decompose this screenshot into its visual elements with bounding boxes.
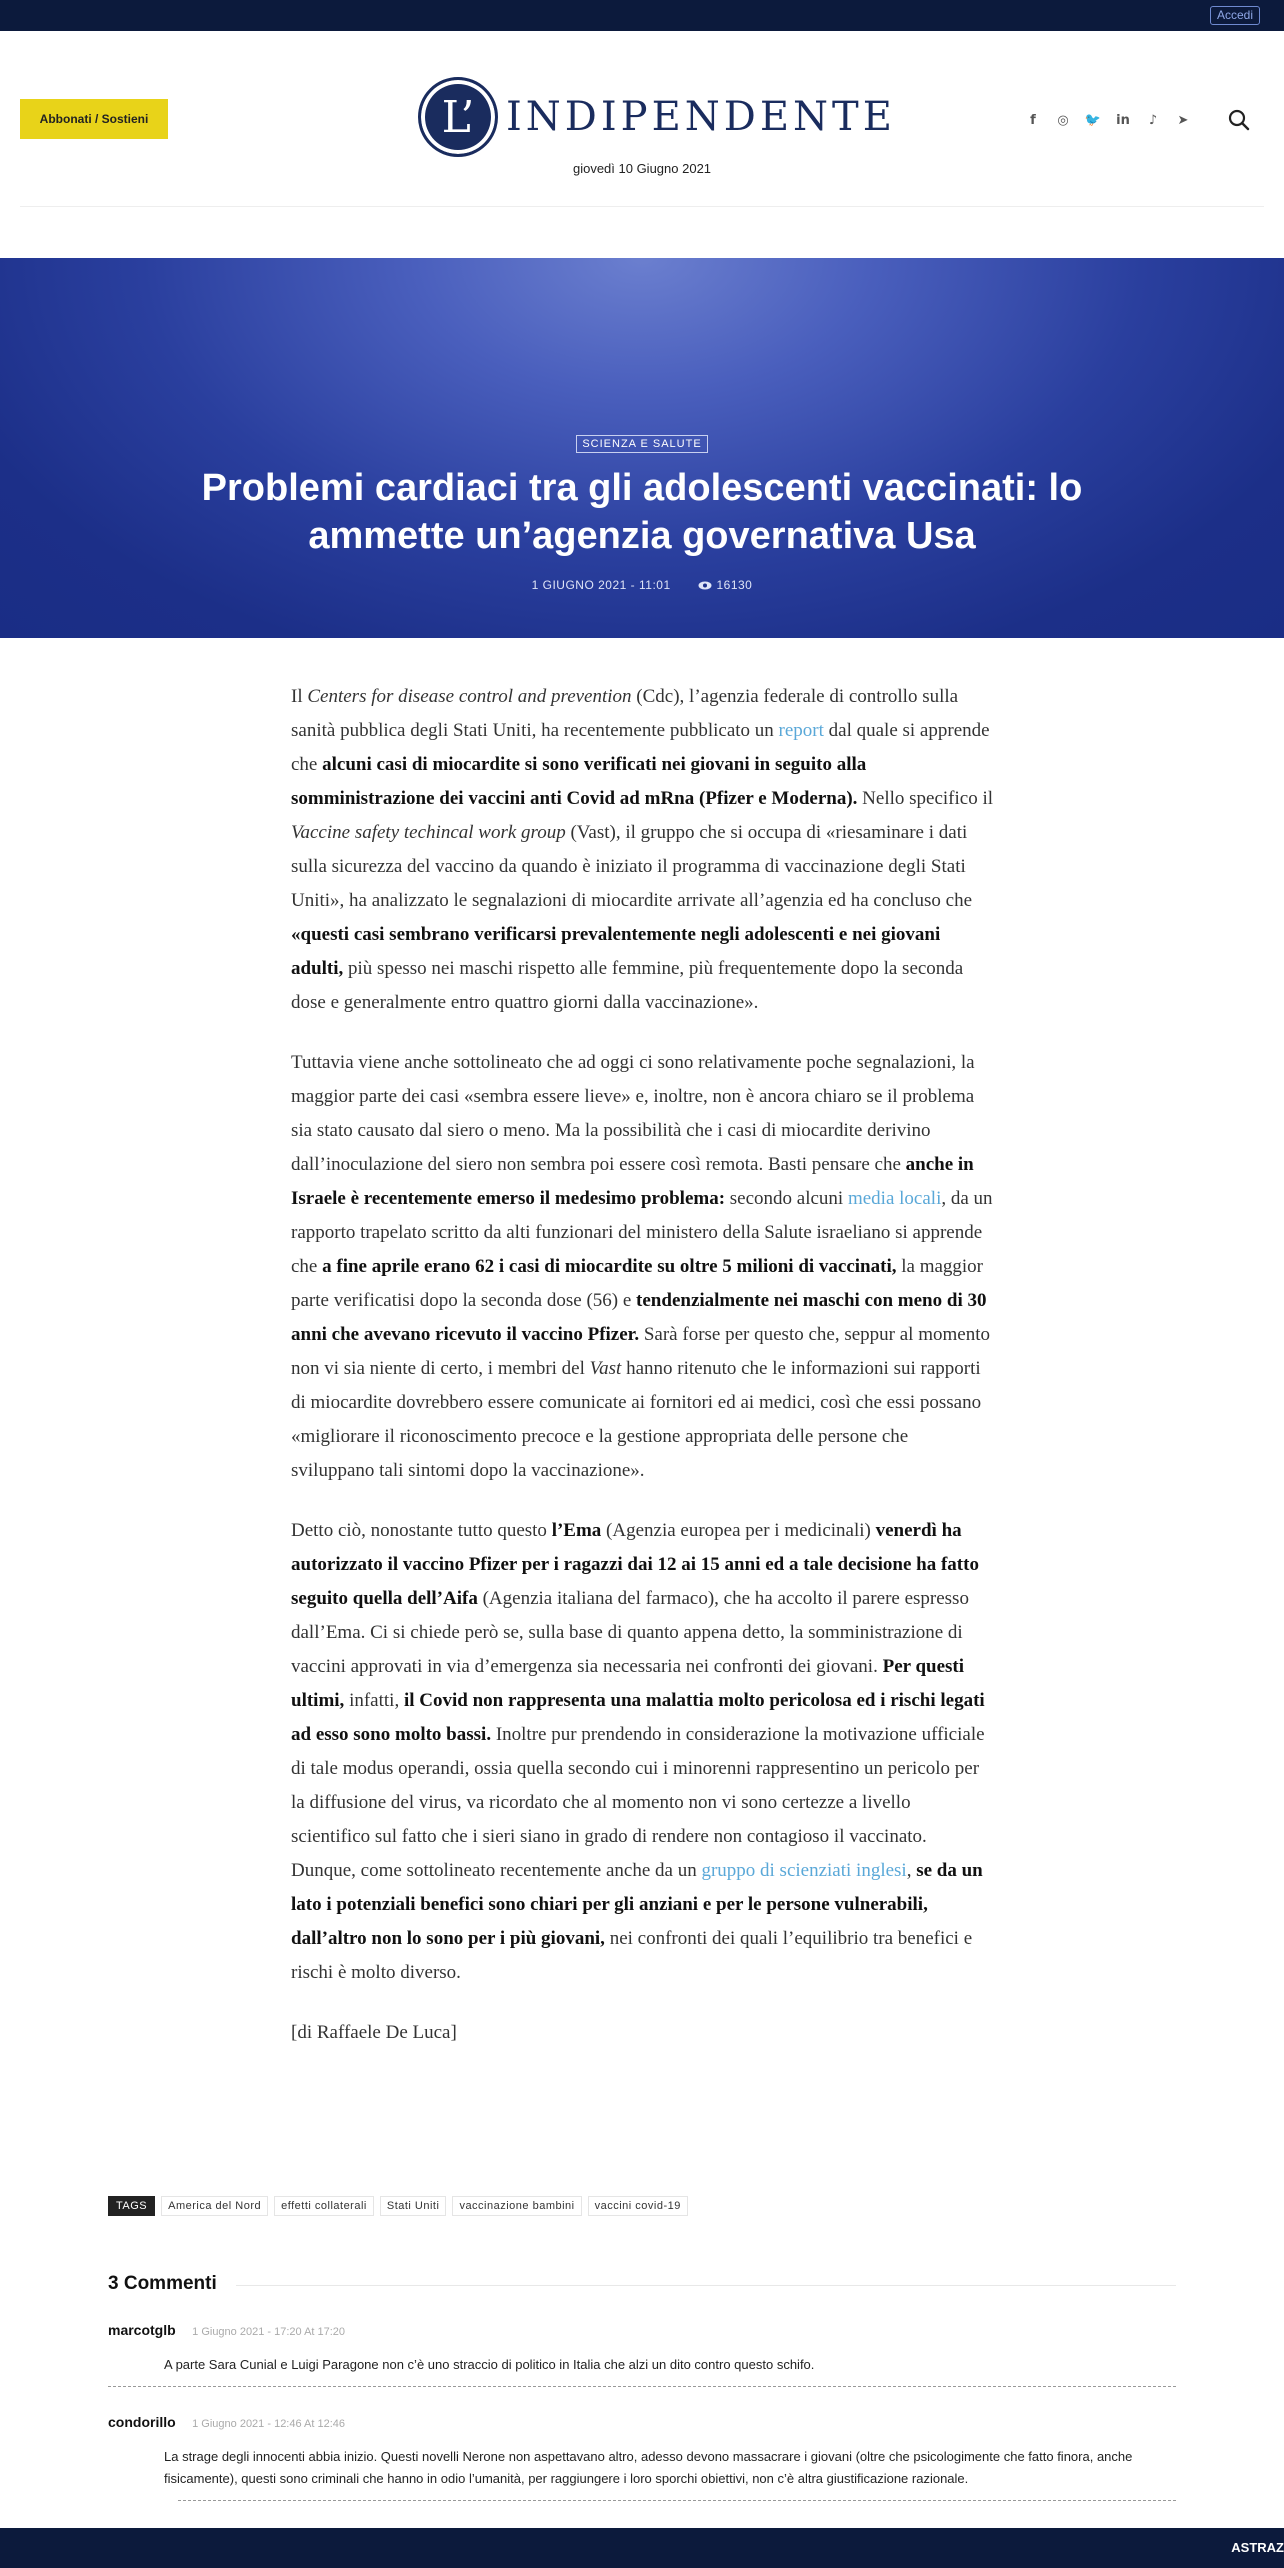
facebook-icon[interactable]: f xyxy=(1030,112,1036,128)
body-text: (Cdc), l’agenzia federale di controllo sulla sanità pubblica degli Stati Uniti, ha recentemente pubblicato un xyxy=(291,686,959,741)
bold-text: tendenzialmente nei maschi con meno di 30 anni che avevano ricevuto il vaccino Pfizer. xyxy=(291,1290,987,1345)
logo-text: INDIPENDENTE xyxy=(506,94,896,140)
bold-text: anche in Israele è recentemente emerso il medesimo problema: xyxy=(291,1154,974,1209)
header-date: giovedì 10 Giugno 2021 xyxy=(572,161,712,176)
body-text: hanno ritenuto che le informazioni sui rapporti di miocardite dovrebbero essere comunicate ai fornitori ed ai medici, così che essi possano «migliorare il riconoscimento precoce e la gestione appropriata delle persone che sviluppano tali sintomi dopo la vaccinazione». xyxy=(291,1358,982,1481)
news-ticker[interactable]: ASTRAZ xyxy=(1231,2540,1284,2555)
body-text: Nello specifico il xyxy=(857,788,994,809)
body-text: Il xyxy=(291,686,308,707)
bold-text: «questi casi sembrano verificarsi prevalentemente negli adolescenti e nei giovani adulti, xyxy=(291,924,941,979)
site-header xyxy=(0,31,1284,206)
bold-text: venerdì ha autorizzato il vaccino Pfizer per i ragazzi dai 12 ai 15 anni ed a tale decisione ha fatto seguito quella dell’Aifa xyxy=(291,1520,979,1609)
article-paragraph xyxy=(291,1046,994,1488)
tiktok-icon[interactable]: ♪ xyxy=(1148,112,1158,128)
tag-list xyxy=(108,2196,688,2216)
comments-divider xyxy=(236,2285,1176,2286)
body-text: infatti, xyxy=(344,1690,404,1711)
italic-text: Vast xyxy=(589,1358,622,1379)
search-icon[interactable] xyxy=(1226,107,1252,133)
comment-date[interactable]: 1 Giugno 2021 - 17:20 At 17:20 xyxy=(192,2326,346,2338)
comments-title: 3 Commenti xyxy=(108,2273,217,2294)
view-count: 16130 xyxy=(716,578,753,592)
header-divider xyxy=(20,206,1264,207)
instagram-icon[interactable]: ◎ xyxy=(1057,112,1069,128)
comment-text: A parte Sara Cunial e Luigi Paragone non c’è uno straccio di politico in Italia che alzi un dito contro questo schifo. xyxy=(164,2357,815,2372)
telegram-icon[interactable]: ➤ xyxy=(1177,112,1189,128)
bold-text: a fine aprile erano 62 i casi di miocardite su oltre 5 milioni di vaccinati, xyxy=(322,1256,897,1277)
article-paragraph xyxy=(291,1514,994,1990)
body-text: nei confronti dei quali l’equilibrio tra benefici e rischi è molto diverso. xyxy=(291,1928,973,1983)
article-meta xyxy=(0,578,1284,592)
comment-divider xyxy=(178,2500,1176,2501)
site-logo[interactable] xyxy=(418,76,896,158)
body-text: più spesso nei maschi rispetto alle femmine, più frequentemente dopo la seconda dose e generalmente entro quattro giorni dalla vaccinazione». xyxy=(291,958,964,1013)
comment-divider xyxy=(108,2386,1176,2387)
comment-author[interactable]: marcotglb xyxy=(108,2322,176,2338)
body-text: (Agenzia italiana del farmaco), che ha accolto il parere espresso dall’Ema. Ci si chiede però se, sulla base di quanto appena detto, la somministrazione di vaccini approvati in via d’emergenza sia necessaria nei confronti dei giovani. xyxy=(291,1588,969,1677)
body-text: , da un rapporto trapelato scritto da alti funzionari del ministero della Salute israeliano si apprende che xyxy=(291,1188,993,1277)
italic-text: Vaccine safety techincal work group xyxy=(291,822,566,843)
tag-item[interactable]: vaccinazione bambini xyxy=(452,2196,581,2216)
body-text: , xyxy=(906,1860,917,1881)
body-text: Sarà forse per questo che, seppur al momento non vi sia niente di certo, i membri del xyxy=(291,1324,990,1379)
article-title: Problemi cardiaci tra gli adolescenti vaccinati: lo ammette un’agenzia governativa Usa xyxy=(201,467,1083,557)
body-text: secondo alcuni xyxy=(725,1188,848,1209)
bold-text: Per questi ultimi, xyxy=(291,1656,965,1711)
comment-date[interactable]: 1 Giugno 2021 - 12:46 At 12:46 xyxy=(192,2418,346,2430)
body-text: (Agenzia europea per i medicinali) xyxy=(601,1520,876,1541)
social-links xyxy=(1024,111,1192,129)
inline-link[interactable]: report xyxy=(778,720,824,741)
article-body xyxy=(291,680,994,2076)
article-paragraph xyxy=(291,680,994,1020)
article-hero xyxy=(0,258,1284,638)
top-bar xyxy=(0,0,1284,31)
bold-text: il Covid non rappresenta una malattia molto pericolosa ed i rischi legati ad esso sono molto bassi. xyxy=(291,1690,985,1745)
body-text: Tuttavia viene anche sottolineato che ad oggi ci sono relativamente poche segnalazioni, la maggior parte dei casi «sembra essere lieve» e, inoltre, non è ancora chiaro se il problema sia stato causato dal siero o meno. Ma la possibilità che i casi di miocardite derivino dall’inoculazione del siero non sembra poi essere così remota. Basti pensare che xyxy=(291,1052,975,1175)
subscribe-button[interactable]: Abbonati / Sostieni xyxy=(20,99,168,139)
tags-label: TAGS xyxy=(108,2196,155,2216)
tag-item[interactable]: vaccini covid-19 xyxy=(588,2196,688,2216)
tag-item[interactable]: America del Nord xyxy=(161,2196,268,2216)
login-button[interactable]: Accedi xyxy=(1210,6,1260,25)
tag-item[interactable]: effetti collaterali xyxy=(274,2196,374,2216)
eye-icon xyxy=(698,581,712,590)
twitter-icon[interactable]: 🐦 xyxy=(1084,112,1102,128)
comment-item xyxy=(108,2322,1176,2387)
body-text: la maggior parte verificatisi dopo la seconda dose (56) e xyxy=(291,1256,984,1311)
logo-mark: L’ xyxy=(418,77,498,157)
linkedin-icon[interactable]: in xyxy=(1116,112,1130,128)
news-ticker-bar xyxy=(0,2528,1284,2568)
comment-author[interactable]: condorillo xyxy=(108,2414,176,2430)
bold-text: se da un lato i potenziali benefici sono chiari per gli anziani e per le persone vulnerabili, dall’altro non lo sono per i più giovani, xyxy=(291,1860,983,1949)
bold-text: alcuni casi di miocardite si sono verificati nei giovani in seguito alla somministrazione dei vaccini anti Covid ad mRna (Pfizer e Moderna). xyxy=(291,754,867,809)
article-signature: [di Raffaele De Luca] xyxy=(291,2022,457,2043)
bold-text: l’Ema xyxy=(551,1520,602,1541)
body-text: Inoltre pur prendendo in considerazione la motivazione ufficiale di tale modus operandi, ossia quella secondo cui i minorenni rappresentino un pericolo per la diffusione del virus, va ricordato che al momento non vi sono certezze a livello scientifico sul fatto che i sieri siano in grado di rendere non contagioso il vaccinato. Dunque, come sottolineato recentemente anche da un xyxy=(291,1724,985,1881)
body-text: (Vast), il gruppo che si occupa di «riesaminare i dati sulla sicurezza del vaccino da quando è iniziato il programma di vaccinazione degli Stati Uniti», ha analizzato le segnalazioni di miocardite arrivate all’agenzia ed ha concluso che xyxy=(291,822,973,911)
italic-text: Centers for disease control and prevention xyxy=(307,686,632,707)
category-badge[interactable]: SCIENZA E SALUTE xyxy=(576,435,707,453)
body-text: Detto ciò, nonostante tutto questo xyxy=(291,1520,552,1541)
article-date: 1 GIUGNO 2021 - 11:01 xyxy=(531,578,671,592)
inline-link[interactable]: media locali xyxy=(847,1188,942,1209)
comment-item xyxy=(108,2414,1176,2501)
comment-text: La strage degli innocenti abbia inizio. Questi novelli Nerone non aspettavano altro, adesso devono massacrare i giovani (oltre che psicologimente che fatto finora, anche fisicamente), questi sono criminali che hanno in odio l’umanità, per raggiungere i loro sporchi obiettivi, non c’è altra giustificazione razionale. xyxy=(164,2449,1133,2486)
inline-link[interactable]: gruppo di scienziati inglesi xyxy=(701,1860,907,1881)
body-text: dal quale si apprende che xyxy=(291,720,990,775)
tag-item[interactable]: Stati Uniti xyxy=(380,2196,447,2216)
